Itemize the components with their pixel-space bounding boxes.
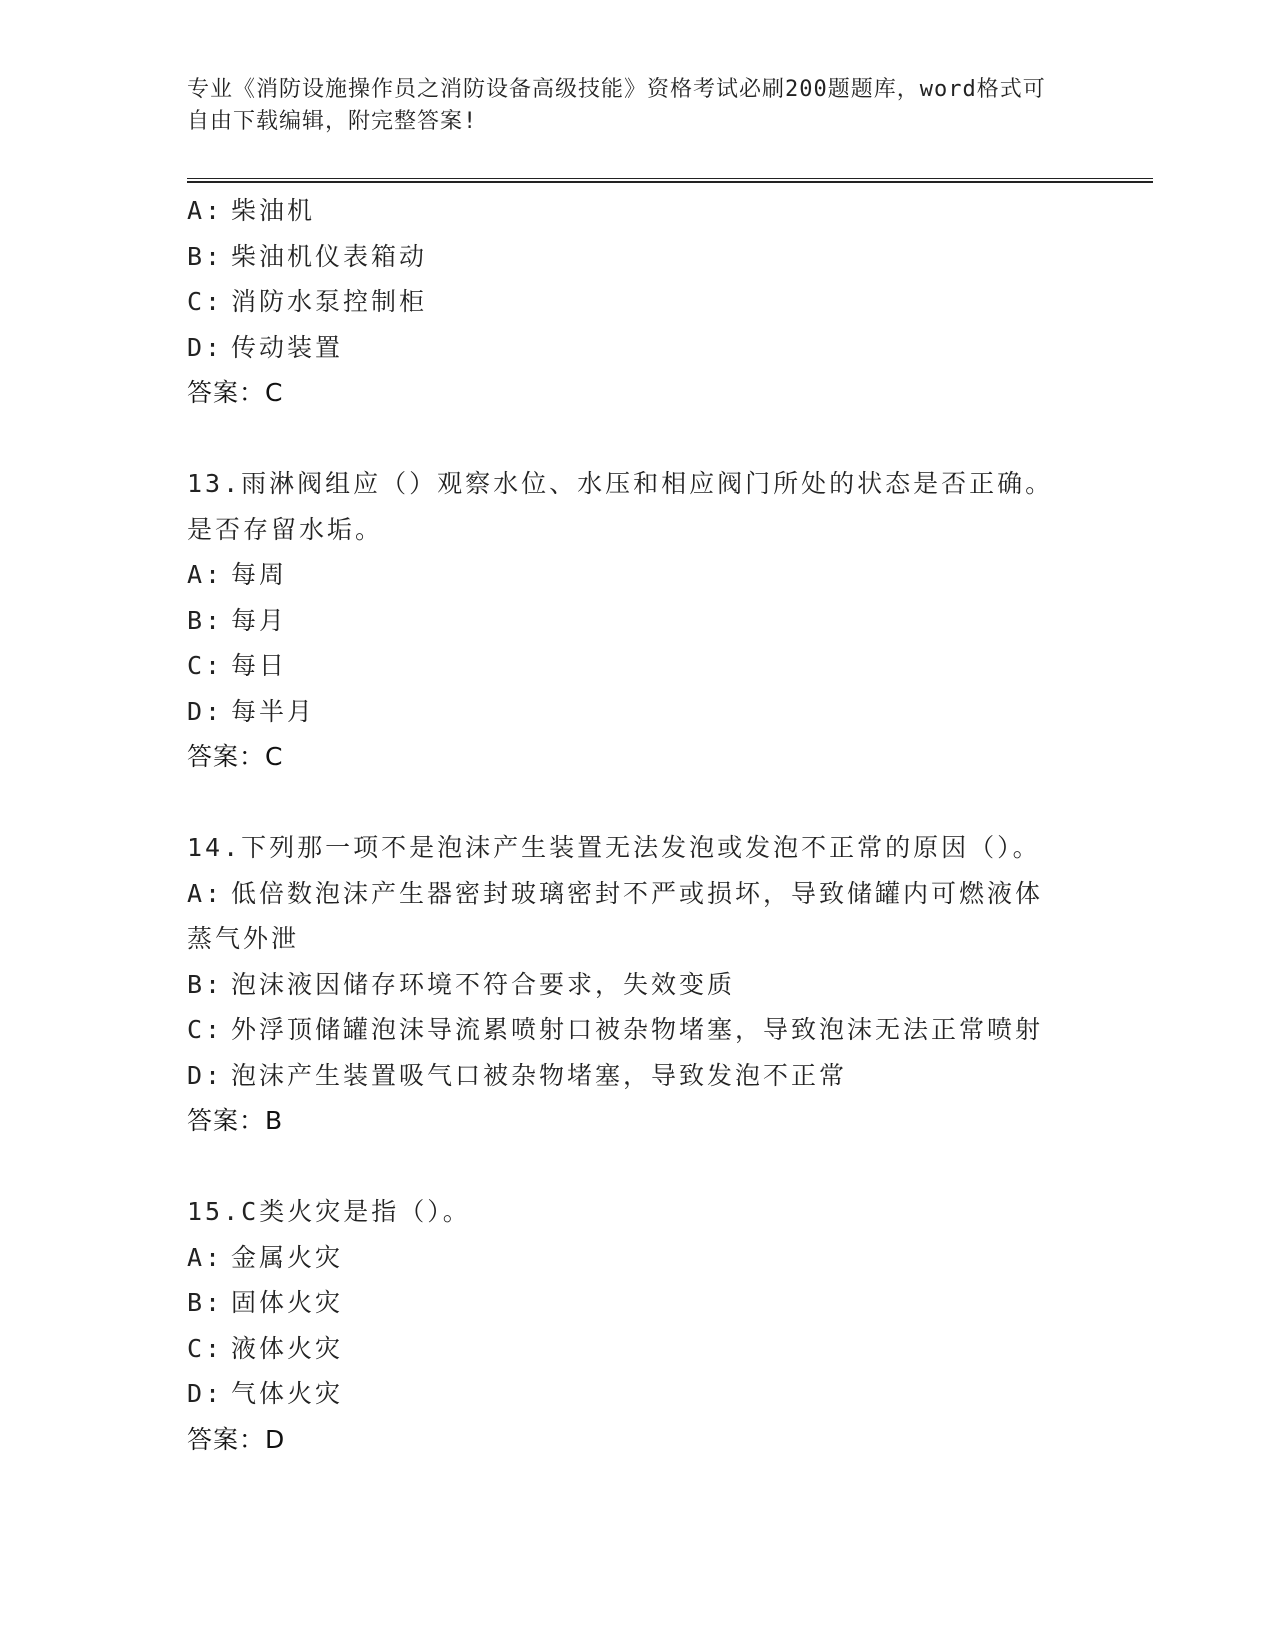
question-12-continued [187,188,1087,416]
header-divider [187,178,1153,183]
option-c: C: 外浮顶储罐泡沫导流累喷射口被杂物堵塞，导致泡沫无法正常喷射 [187,1015,1044,1044]
question-13 [187,461,1087,780]
option-c: C: 消防水泵控制柜 [187,287,428,316]
question-list [187,188,1087,1462]
header-title: 专业《消防设施操作员之消防设备高级技能》资格考试必刷200题题库，word格式可自由下载编辑，附完整答案! [187,77,1046,134]
option-b: B: 泡沫液因储存环境不符合要求，失效变质 [187,969,736,999]
question-stem: 15.C类火灾是指（）。 [187,1197,471,1226]
option-a: A: 每周 [187,560,288,589]
spacer [187,1144,1087,1190]
answer-line: 答案：C [187,378,284,407]
option-b: B: 固体火灾 [187,1288,344,1317]
option-a: A: 金属火灾 [187,1242,344,1272]
document-header [187,74,1067,138]
question-stem: 14.下列那一项不是泡沫产生装置无法发泡或发泡不正常的原因（）。 [187,833,1041,862]
spacer [187,416,1087,462]
option-a: A: 低倍数泡沫产生器密封玻璃密封不严或损坏，导致储罐内可燃液体 [187,878,1044,908]
option-a-continued: 蒸气外泄 [187,924,300,953]
option-b: B: 每月 [187,605,288,635]
option-d: D: 传动装置 [187,332,344,362]
option-d: D: 每半月 [187,696,316,726]
question-14 [187,825,1087,1144]
option-d: D: 泡沫产生装置吸气口被杂物堵塞，导致发泡不正常 [187,1060,848,1090]
answer-line: 答案：C [187,742,284,771]
option-b: B: 柴油机仪表箱动 [187,241,428,271]
option-c: C: 液体火灾 [187,1333,344,1363]
spacer [187,780,1087,826]
option-d: D: 气体火灾 [187,1379,344,1408]
question-stem: 13.雨淋阀组应（）观察水位、水压和相应阀门所处的状态是否正确。 [187,469,1054,498]
answer-line: 答案：D [187,1424,286,1454]
option-c: C: 每日 [187,651,288,680]
question-15 [187,1189,1087,1462]
answer-line: 答案：B [187,1106,284,1135]
option-a: A: 柴油机 [187,196,316,225]
question-stem-continued: 是否存留水垢。 [187,514,384,544]
